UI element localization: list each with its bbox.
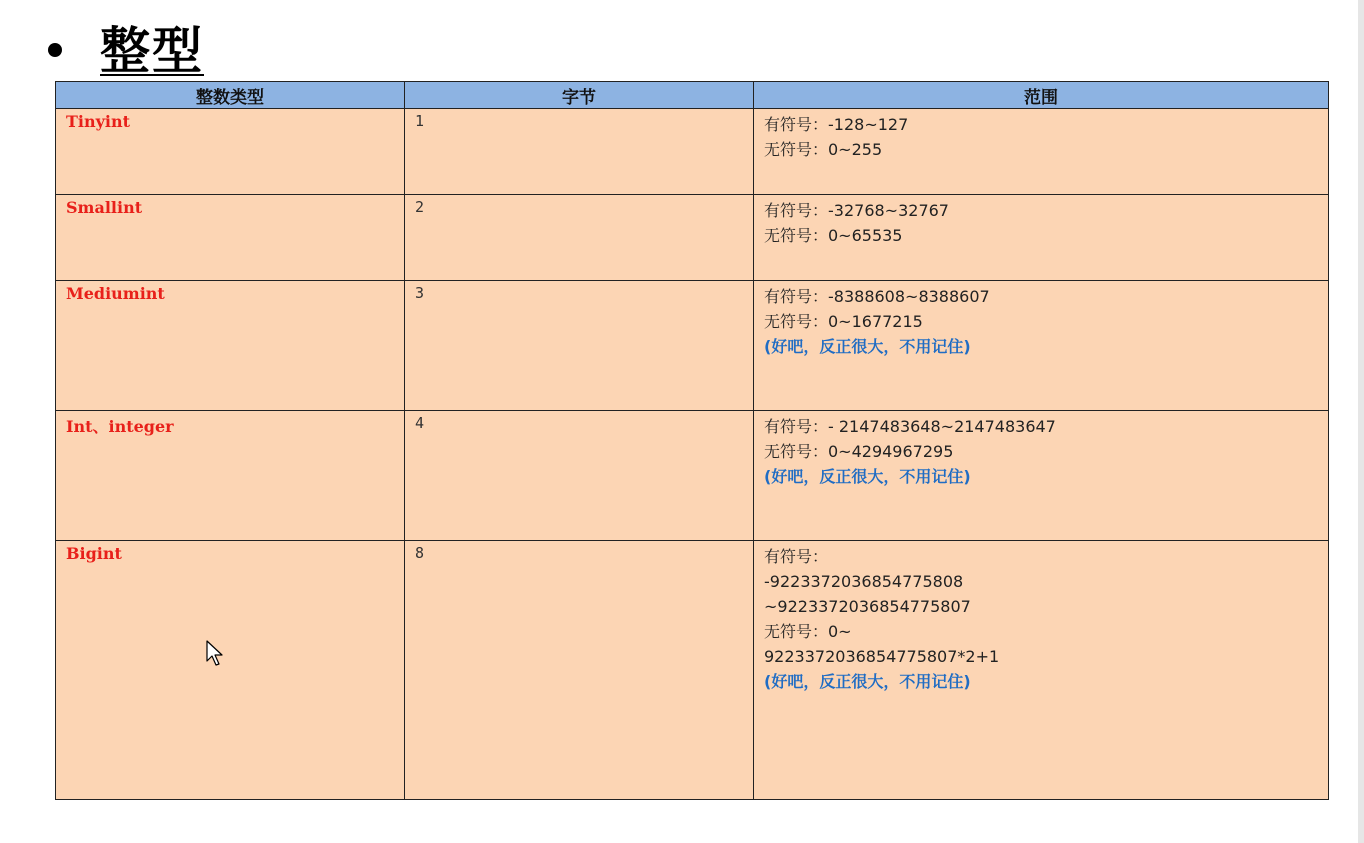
unsigned-range: 无符号：0~255 [764,140,883,159]
scrollbar[interactable] [1358,0,1364,843]
header-range: 范围 [754,82,1329,109]
table-row [56,541,1329,800]
type-cell: Tinyint [56,109,405,195]
unsigned-range: 无符号：0~1677215 [764,312,923,331]
table-row [56,411,1329,541]
range-cell [754,541,1329,800]
unsigned-range-label: 无符号：0~ [764,622,852,641]
slide-title-row [48,14,204,80]
bytes-cell: 8 [405,541,754,800]
bytes-cell: 1 [405,109,754,195]
range-cell [754,109,1329,195]
type-cell: Bigint [56,541,405,800]
table-header-row [56,82,1329,109]
signed-range-min: -9223372036854775808 [764,572,964,591]
signed-range-label: 有符号： [764,547,829,566]
signed-range: 有符号：-8388608~8388607 [764,287,990,306]
range-cell [754,411,1329,541]
mouse-cursor-icon [206,640,224,668]
table-row [56,195,1329,281]
slide-title: 整型 [100,22,204,80]
table-row [56,109,1329,195]
integer-types-table [55,81,1329,800]
bytes-cell: 2 [405,195,754,281]
range-note: (好吧，反正很大，不用记住) [764,467,971,486]
signed-range-max: ~9223372036854775807 [764,597,971,616]
signed-range: 有符号：- 2147483648~2147483647 [764,417,1056,436]
range-cell [754,195,1329,281]
range-cell [754,281,1329,411]
signed-range: 有符号：-32768~32767 [764,201,949,220]
unsigned-range-max: 9223372036854775807*2+1 [764,647,1000,666]
signed-range: 有符号：-128~127 [764,115,909,134]
bytes-cell: 4 [405,411,754,541]
type-cell: Smallint [56,195,405,281]
range-note: (好吧，反正很大，不用记住) [764,672,971,691]
header-integer-type: 整数类型 [56,82,405,109]
table-row [56,281,1329,411]
type-cell: Mediumint [56,281,405,411]
type-cell: Int、integer [56,411,405,541]
header-bytes: 字节 [405,82,754,109]
range-note: (好吧，反正很大，不用记住) [764,337,971,356]
bullet-icon [48,43,62,57]
unsigned-range: 无符号：0~4294967295 [764,442,954,461]
bytes-cell: 3 [405,281,754,411]
unsigned-range: 无符号：0~65535 [764,226,903,245]
